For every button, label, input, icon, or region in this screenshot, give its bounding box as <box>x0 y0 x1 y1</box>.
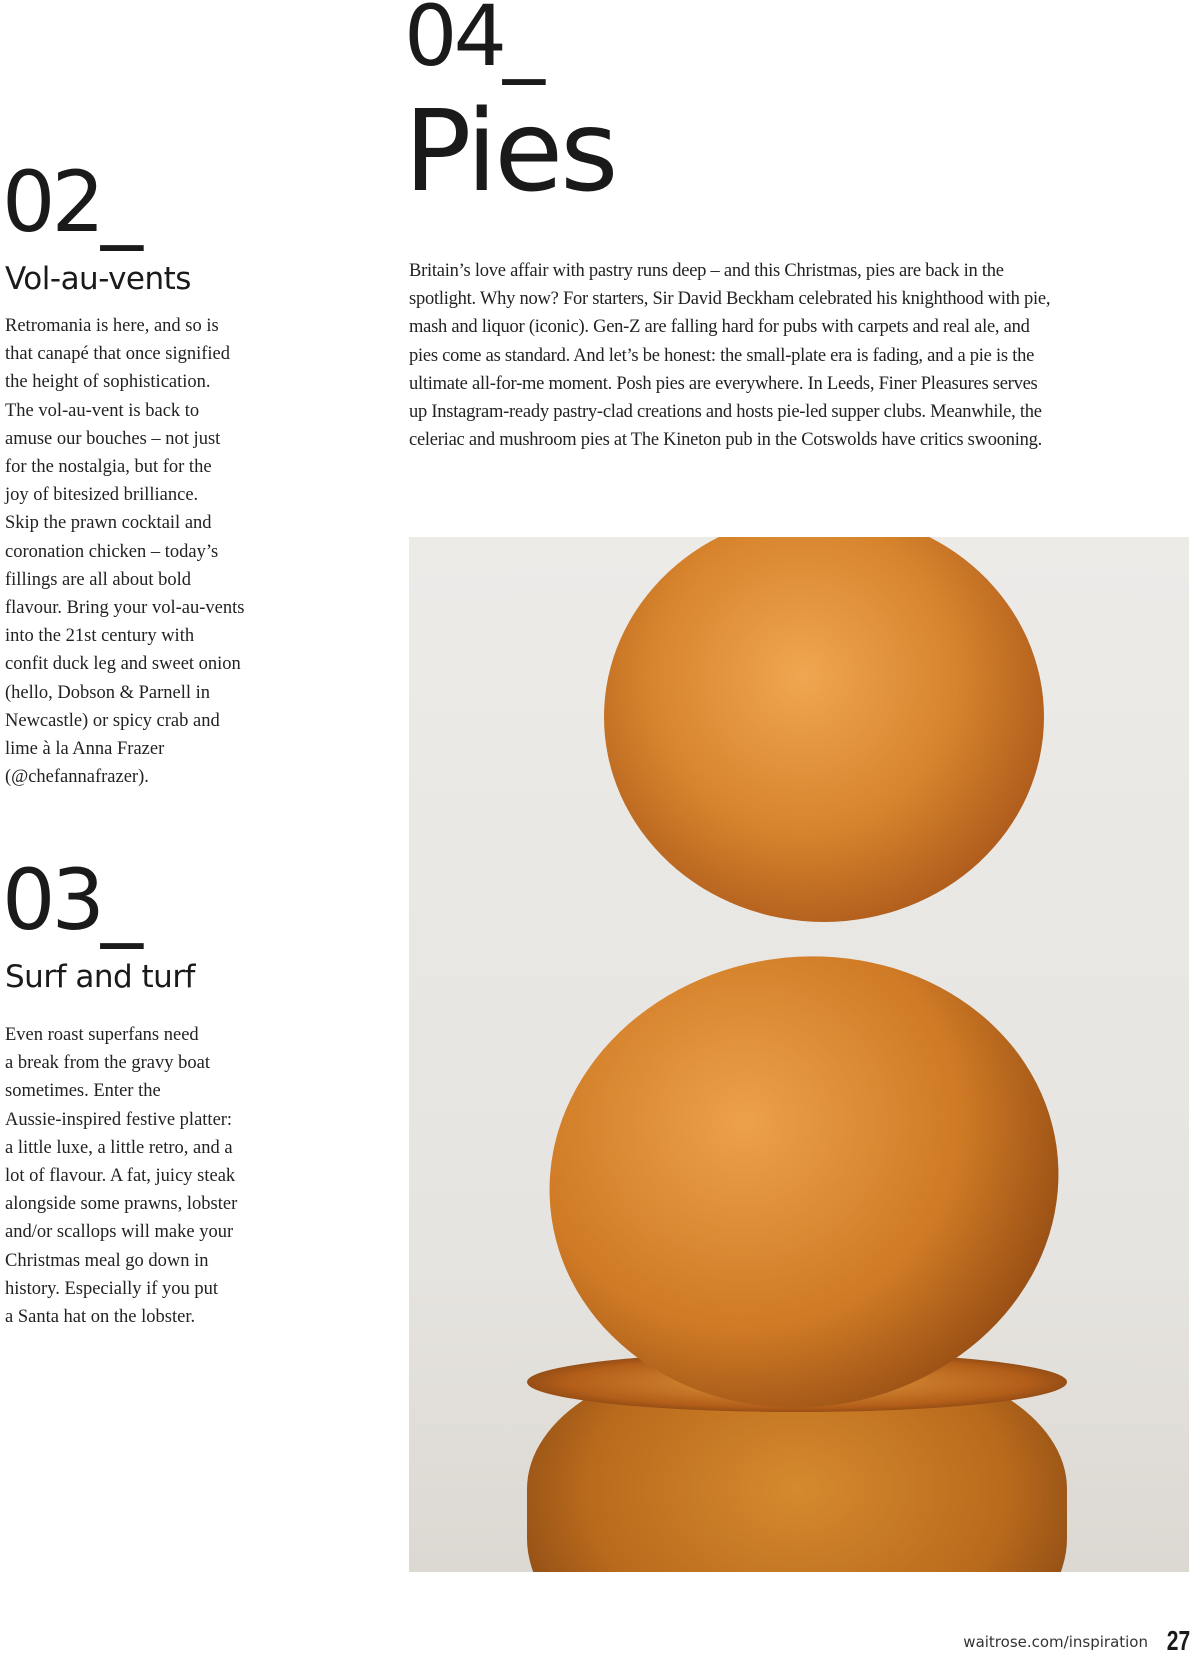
section-number-02 <box>2 153 143 251</box>
body-line: history. Especially if you put <box>5 1278 219 1299</box>
body-line: Skip the prawn cocktail and <box>5 513 212 534</box>
number-text: 02 <box>2 153 101 251</box>
body-line: ultimate all-for-me moment. Posh pies are everywhere. In Leeds, Finer Pleasures serves <box>409 373 1038 394</box>
body-line: sometimes. Enter the <box>5 1081 161 1102</box>
body-line: Even roast superfans need <box>5 1025 199 1045</box>
body-line: lot of flavour. A fat, juicy steak <box>5 1166 236 1187</box>
body-line: coronation chicken – today’s <box>5 541 219 562</box>
number-text: 04 <box>404 0 503 85</box>
number-text: 03 <box>2 851 101 949</box>
body-line: spotlight. Why now? For starters, Sir David Beckham celebrated his knighthood with pie, <box>409 289 1051 310</box>
body-line: (hello, Dobson & Parnell in <box>5 682 211 703</box>
footer-url[interactable]: waitrose.com/inspiration <box>963 1633 1148 1651</box>
body-line: a little luxe, a little retro, and a <box>5 1137 233 1158</box>
body-line: a break from the gravy boat <box>5 1053 210 1074</box>
body-line: amuse our bouches – not just <box>5 428 221 449</box>
body-line: a Santa hat on the lobster. <box>5 1307 196 1328</box>
body-line: mash and liquor (iconic). Gen-Z are falling hard for pubs with carpets and real ale, and <box>409 317 1030 338</box>
body-line: fillings are all about bold <box>5 569 191 590</box>
surf-and-turf-body <box>5 1021 237 1331</box>
body-line: Retromania is here, and so is <box>5 316 219 336</box>
section-title-pies: Pies <box>404 87 616 217</box>
pies-body <box>409 257 1050 454</box>
vol-au-vents-body <box>5 312 244 791</box>
body-line: Newcastle) or spicy crab and <box>5 710 220 731</box>
underscore: _ <box>100 153 143 251</box>
page-number: 27 <box>1166 1625 1190 1656</box>
body-line: alongside some prawns, lobster <box>5 1194 238 1215</box>
body-line: and/or scallops will make your <box>5 1222 234 1243</box>
section-title-vol-au-vents: Vol-au-vents <box>5 261 191 297</box>
body-line: that canapé that once signified <box>5 344 230 365</box>
section-number-03 <box>2 851 143 949</box>
body-line: up Instagram-ready pastry-clad creations and hosts pie-led supper clubs. Meanwhile, the <box>409 402 1042 423</box>
body-line: Aussie-inspired festive platter: <box>5 1109 233 1130</box>
section-title-surf-and-turf: Surf and turf <box>5 959 195 995</box>
body-line: Christmas meal go down in <box>5 1250 209 1271</box>
body-line: into the 21st century with <box>5 626 195 647</box>
body-line: confit duck leg and sweet onion <box>5 654 241 675</box>
body-line: celeriac and mushroom pies at The Kineton pub in the Cotswolds have critics swooning. <box>409 430 1042 451</box>
body-line: the height of sophistication. <box>5 372 211 393</box>
body-line: The vol-au-vent is back to <box>5 400 200 421</box>
body-line: lime à la Anna Frazer <box>5 739 165 760</box>
body-line: (@chefannafrazer). <box>5 767 149 788</box>
underscore: _ <box>100 851 143 949</box>
top-pie <box>604 537 1044 922</box>
underscore: _ <box>502 0 545 85</box>
body-line: for the nostalgia, but for the <box>5 457 212 478</box>
body-line: flavour. Bring your vol-au-vents <box>5 598 245 619</box>
pies-photo <box>409 537 1189 1572</box>
body-line: joy of bitesized brilliance. <box>5 485 199 506</box>
body-line: Britain’s love affair with pastry runs deep – and this Christmas, pies are back in the <box>409 261 1004 281</box>
body-line: pies come as standard. And let’s be honest: the small-plate era is fading, and a pie is the <box>409 345 1035 366</box>
section-number-04 <box>404 0 545 85</box>
